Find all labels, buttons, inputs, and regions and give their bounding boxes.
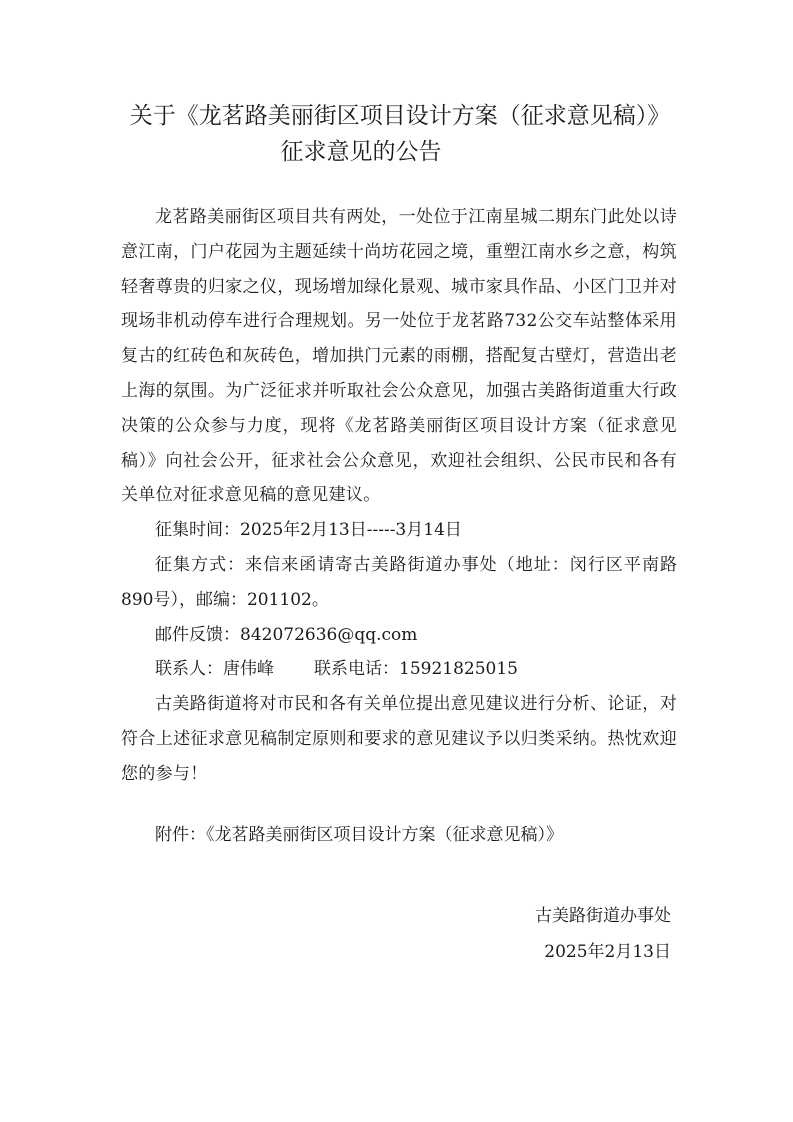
collection-time: 征集时间：2025年2月13日-----3月14日	[155, 520, 462, 541]
signature-date: 2025年2月13日	[544, 942, 671, 962]
announcement-title	[100, 98, 700, 170]
signature-org: 古美路街道办事处	[535, 906, 671, 926]
announcement-body	[121, 200, 677, 852]
contact-person: 联系人：唐伟峰	[155, 659, 274, 680]
intro-paragraph: 龙茗路美丽街区项目共有两处，一处位于江南星城二期东门此处以诗意江南，门户花园为主题延续十尚坊花园之境，重塑江南水乡之意，构筑轻奢尊贵的归家之仪，现场增加绿化景观、城市家具作品、小区门卫并对现场非机动停车进行合理规划。另一处位于龙茗路732公交车站整体采用复古的红砖色和灰砖色，增加拱门元素的雨棚，搭配复古壁灯，营造出老上海的氛围。为广泛征求并听取社会公众意见，加强古美路街道重大行政决策的公众参与力度，现将《龙茗路美丽街区项目设计方案（征求意见稿）》向社会公开，征求社会公众意见，欢迎社会组织、公民市民和各有关单位对征求意见稿的意见建议。	[121, 207, 677, 506]
title-line-2: 征求意见的公告	[280, 139, 442, 165]
signature-block	[535, 898, 671, 970]
section-gap	[121, 792, 677, 818]
contact-phone: 联系电话：15921825015	[314, 659, 518, 680]
attachment-line: 附件：《龙茗路美丽街区项目设计方案（征求意见稿）》	[155, 824, 563, 845]
email-feedback: 邮件反馈：842072636@qq.com	[155, 624, 418, 645]
contact-line	[121, 652, 677, 687]
closing-paragraph: 古美路街道将对市民和各有关单位提出意见建议进行分析、论证，对符合上述征求意见稿制定原则和要求的意见建议予以归类采纳。热忱欢迎您的参与！	[121, 694, 677, 784]
title-line-1: 关于《龙茗路美丽街区项目设计方案（征求意见稿）》	[129, 103, 671, 129]
collection-method: 征集方式：来信来函请寄古美路街道办事处（地址：闵行区平南路890号），邮编：201102。	[121, 554, 677, 610]
